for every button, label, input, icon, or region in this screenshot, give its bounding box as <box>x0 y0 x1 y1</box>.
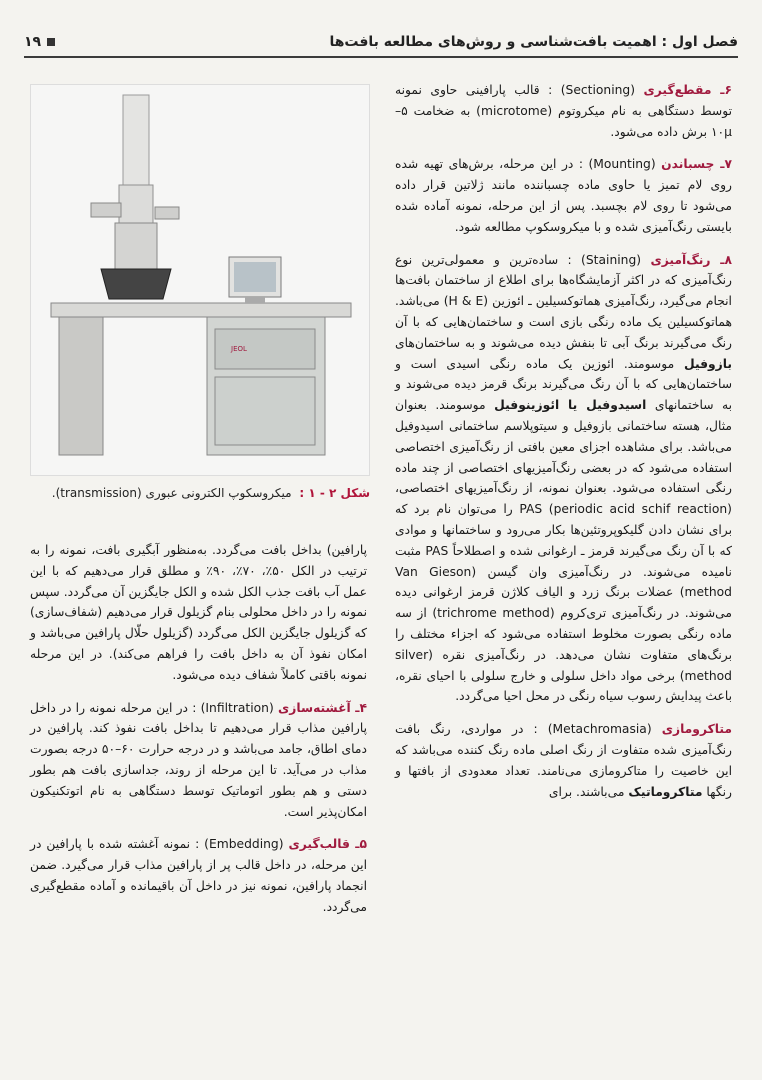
acidophil-term: اسیدوفیل یا ائوزینوفیل <box>494 398 647 413</box>
sectioning-heading: ۶ـ مقطع‌گیری <box>643 83 732 97</box>
section-infiltration <box>30 698 367 823</box>
figure-caption <box>30 486 370 500</box>
brand-label: JEOL <box>231 345 247 353</box>
caption-text: میکروسکوپ الکترونی عبوری (transmission). <box>51 486 292 500</box>
metachromatic-term: متاکروماتیک <box>628 784 703 799</box>
caption-label: شکل ۲ - ۱ : <box>299 486 370 500</box>
embedding-heading: ۵ـ قالب‌گیری <box>288 837 367 852</box>
staining-text-3: موسومند. بعنوان مثال، هسته ساختمانی بازوفیل و سیتوپلاسم ساختمانی اسیدوفیل می‌باشد. برای مشاهده اجزای معین بافتی از رنگ‌آمیزی اختصاصی استفاده می‌شود که در بعضی رنگ‌آمیزیهای اختصاصی از چند ماده رنگی استفاده می‌شود. بعنوان نمونه، از رنگ‌آمیزیهای اختصاصی، (periodic acid schif reaction) PAS را می‌توان نام برد که برای نشان دادن گلیکوپروتئین‌ها بکار می‌رود و ساختمانها و موادی که با آن رنگ می‌گیرند قرمز ـ ارغوانی شده و اصطلاحاً PAS مثبت نامیده می‌شوند. در رنگ‌آمیزی وان گیسن (Van Gieson method) عضلات برنگ زرد و الیاف کلاژن قرمز ارغوانی دیده می‌شوند. در رنگ‌آمیزی تری‌کروم (trichrome method) از سه ماده رنگی بصورت مخلوط استفاده می‌شود که اجزاء مختلف را برنگ‌های متفاوت نشان می‌دهد. در رنگ‌آمیزی نقره (silver method) برخی مواد داخل سلولی و خارج سلولی با احیای نقره، باعث پیدایش رسوب سیاه رنگی در محل احیا می‌گردد. <box>395 398 733 704</box>
page-header <box>24 28 738 58</box>
mounting-heading: ۷ـ چسباندن <box>661 157 732 172</box>
basophil-term: بازوفیل <box>683 356 732 371</box>
dehydration-paragraph: پارافین) بداخل بافت می‌گردد. به‌منظور آبگیری بافت، نمونه را به ترتیب در الکل ۵۰٪، ۷۰٪، ۹۰٪ و مطلق قرار می‌دهیم که با این عمل آب بافت جذب الکل شده و الکل جایگزین آن می‌گردد. سپس نمونه را در داخل محلولی بنام گزیلول قرار می‌دهیم (شفاف‌سازی) که گزیلول جایگزین الکل می‌گردد (گزیلول حلّال پارافین می‌باشد و امکان نفوذ آن به داخل بافت را فراهم می‌کند). در این مرحله نمونه باقتی کاملاً شفاف دیده می‌شود. <box>30 543 368 682</box>
section-embedding <box>30 834 367 917</box>
section-metachromasia <box>395 719 732 802</box>
section-sectioning <box>395 80 732 142</box>
section-staining <box>395 250 732 708</box>
staining-text: (Staining) : ساده‌ترین و معمولی‌ترین نوع رنگ‌آمیزی که در اکثر آزمایشگاه‌ها برای اطلاع از ساختمان بافت‌ها انجام می‌گیرد، رنگ‌آمیزی هماتوکسیلین ـ ائوزین (H & E) می‌باشد. هماتوکسیلین یک ماده رنگی بازی است و ساختمان‌هایی که با آن رنگ می‌گیرند برنگ آبی تا بنفش دیده می‌شوند و به ساختمان‌های <box>395 252 732 350</box>
sectioning-text: (Sectioning) : قالب پارافینی حاوی نمونه توسط دستگاهی به نام میکروتوم (microtome) به ضخامت ۵–۱۰µ برش داده می‌شود. <box>395 83 733 139</box>
embedding-text: (Embedding) : نمونه آغشته شده با پارافین در این مرحله، در داخل قالب پر از پارافین مذاب قرار می‌گیرد. ضمن انجماد پارافین، نمونه نیز در داخل آن باقیمانده و آماده مقطع‌گیری می‌گردد. <box>30 837 367 914</box>
staining-heading: ۸ـ رنگ‌آمیزی <box>650 252 732 267</box>
section-mounting <box>395 154 732 237</box>
left-column <box>30 540 367 930</box>
metachromasia-heading: متاکرومازی <box>661 722 732 737</box>
electron-microscope-illustration <box>31 85 369 475</box>
staining-text-2: موسومند. ائوزین یک ماده رنگی اسیدی است و ساختمان‌هایی که با آن رنگ می‌گیرند برنگ قرمز دیده می‌شوند و به ساختمانهای <box>395 356 733 413</box>
right-column <box>395 80 732 814</box>
infiltration-heading: ۴ـ آغشته‌سازی <box>278 700 367 715</box>
microscope-figure <box>30 84 370 476</box>
infiltration-text: (Infiltration) : در این مرحله نمونه را در داخل پارافین مذاب قرار می‌دهیم تا بداخل بافت نفوذ کند. پارافین در دمای اطاق، جامد می‌باشد و در درجه حرارت ۶۰–۵۰ درجه بصورت مذاب در می‌آید. تا این مرحله از روند، جداسازی بافت هم بطور دستی و هم بطور اتوماتیک توسط دستگاهی به نام اتوتکنیکون امکان‌پذیر است. <box>30 700 367 819</box>
page-number: ۱۹ <box>24 34 42 50</box>
page-number-block <box>24 34 55 50</box>
metachromasia-text-2: می‌باشند. برای <box>548 784 625 799</box>
mounting-text: (Mounting) : در این مرحله، برش‌های تهیه شده روی لام تمیز یا حاوی ماده چسباننده مانند ژلاتین قرار داده می‌شود تا روی لام بچسبد. پس از این مرحله، نمونه آماده شده بایستی رنگ‌آمیزی شده و با میکروسکوپ مطالعه شود. <box>395 157 732 234</box>
metachromasia-text: (Metachromasia) : در مواردی، رنگ بافت رنگ‌آمیزی شده متفاوت از رنگ اصلی ماده رنگ کننده می‌باشد که این خاصیت را متاکرومازی می‌نامند. تعداد معدودی از بافتها و رنگها <box>395 722 732 799</box>
chapter-title: فصل اول : اهمیت بافت‌شناسی و روش‌های مطالعه بافت‌ها <box>329 34 738 50</box>
square-marker-icon <box>47 38 55 46</box>
